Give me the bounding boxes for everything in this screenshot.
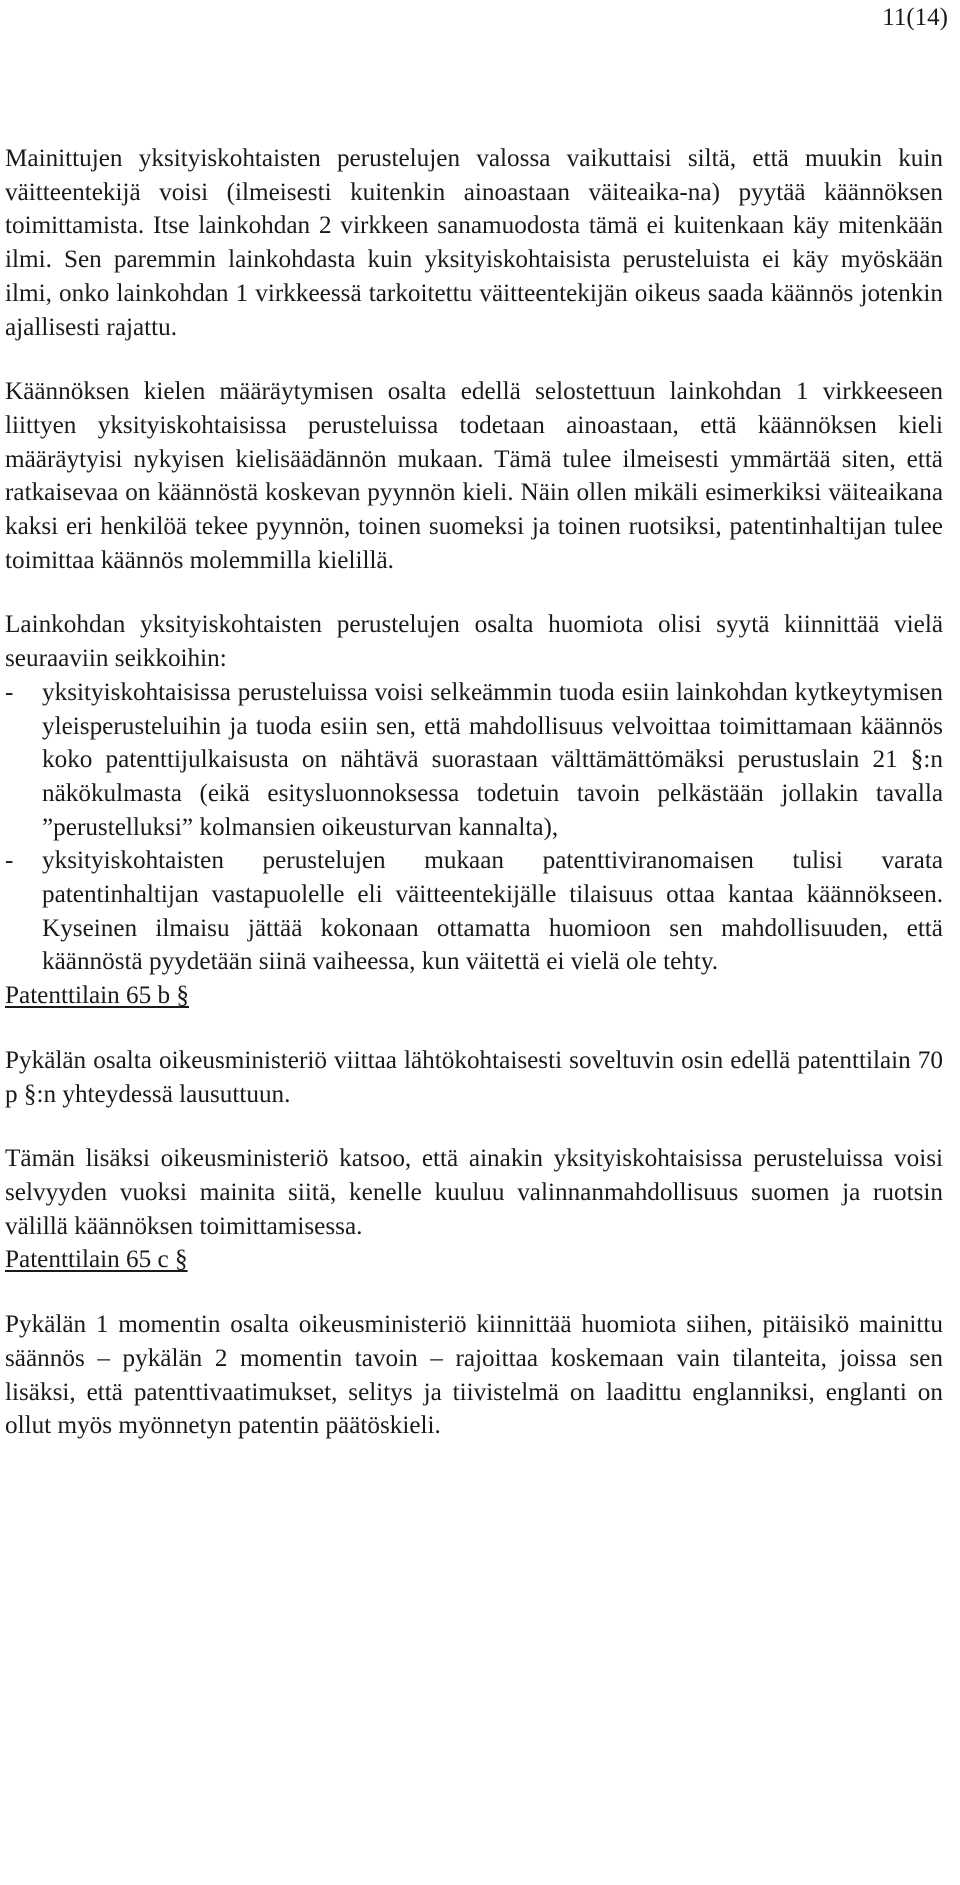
list-item	[5, 844, 943, 979]
paragraph-65b-1: Pykälän osalta oikeusministeriö viittaa lähtökohtaisesti soveltuvin osin edellä patenttilain 70 p §:n yhteydessä lausuttuun.	[5, 1046, 943, 1108]
section-heading-65b: Patenttilain 65 b §	[5, 982, 189, 1010]
section-heading-65c: Patenttilain 65 c §	[5, 1246, 188, 1274]
paragraph-detailed-reasoning: Lainkohdan yksityiskohtaisten perustelujen osalta huomiota olisi syytä kiinnittää vielä seuraaviin seikkoihin:	[5, 611, 943, 673]
paragraph-65c-1: Pykälän 1 momentin osalta oikeusministeriö kiinnittää huomiota siihen, pitäisikö mainittu säännös – pykälän 2 momentin tavoin – rajoittaa koskemaan vain tilanteita, joissa sen lisäksi, että patenttivaatimukset, selitys ja tiivistelmä on laadittu englanniksi, englanti on ollut myös myönnetyn patentin päätöskieli.	[5, 1311, 943, 1440]
list-dash: -	[5, 847, 14, 875]
list-dash: -	[5, 678, 14, 706]
remarks-list	[5, 676, 943, 979]
paragraph-intro: Mainittujen yksityiskohtaisten perustelujen valossa vaikuttaisi siltä, että muukin kuin väitteentekijä voisi (ilmeisesti kuitenkin ainoastaan väiteaika-na) pyytää käännöksen toimittamista. Itse lainkohdan 2 virkkeen sanamuodosta tämä ei kuitenkaan käy mitenkään ilmi. Sen paremmin lainkohdasta kuin yksityiskohtaisista perusteluista ei käy myöskään ilmi, onko lainkohdan 1 virkkeessä tarkoitettu väitteentekijän oikeus saada käännös jotenkin ajallisesti rajattu.	[5, 145, 943, 341]
list-item-text: yksityiskohtaisissa perusteluissa voisi selkeämmin tuoda esiin lainkohdan kytkeytymisen yleisperusteluihin ja tuoda esiin sen, että mahdollisuus velvoittaa toimittamaan käännös koko patenttijulkaisusta on nähtävä suorastaan välttämättömäksi perustuslain 21 §:n näkökulmasta (eikä esitysluonnoksessa todetuin tavoin pelkästään jollakin tavalla ”perustelluksi” kolmansien oikeusturvan kannalta),	[42, 678, 943, 841]
list-item-text: yksityiskohtaisten perustelujen mukaan patenttiviranomaisen tulisi varata patentinhaltijan vastapuolelle eli väitteentekijälle tilaisuus ottaa kantaa käännökseen. Kyseinen ilmaisu jättää kokonaan ottamatta huomioon sen mahdollisuuden, että käännöstä pyydetään siinä vaiheessa, kun väitettä ei vielä ole tehty.	[42, 847, 943, 976]
paragraph-65b-2: Tämän lisäksi oikeusministeriö katsoo, että ainakin yksityiskohtaisissa perusteluissa voisi selvyyden vuoksi mainita siitä, kenelle kuuluu valinnanmahdollisuus suomen ja ruotsin välillä käännöksen toimittamisessa.	[5, 1145, 943, 1240]
document-body	[5, 142, 943, 1443]
page-number: 11(14)	[882, 4, 948, 31]
paragraph-translation-language: Käännöksen kielen määräytymisen osalta edellä selostettuun lainkohdan 1 virkkeeseen liittyen yksityiskohtaisissa perusteluissa todetaan ainoastaan, että käännöksen kieli määräytyisi nykyisen kielisäädännön mukaan. Tämä tulee ilmeisesti ymmärtää siten, että ratkaisevaa on käännöstä koskevan pyynnön kieli. Näin ollen mikäli esimerkiksi väiteaikana kaksi eri henkilöä tekee pyynnön, toinen suomeksi ja toinen ruotsiksi, patentinhaltijan tulee toimittaa käännös molemmilla kielillä.	[5, 378, 943, 574]
list-item	[5, 676, 943, 845]
